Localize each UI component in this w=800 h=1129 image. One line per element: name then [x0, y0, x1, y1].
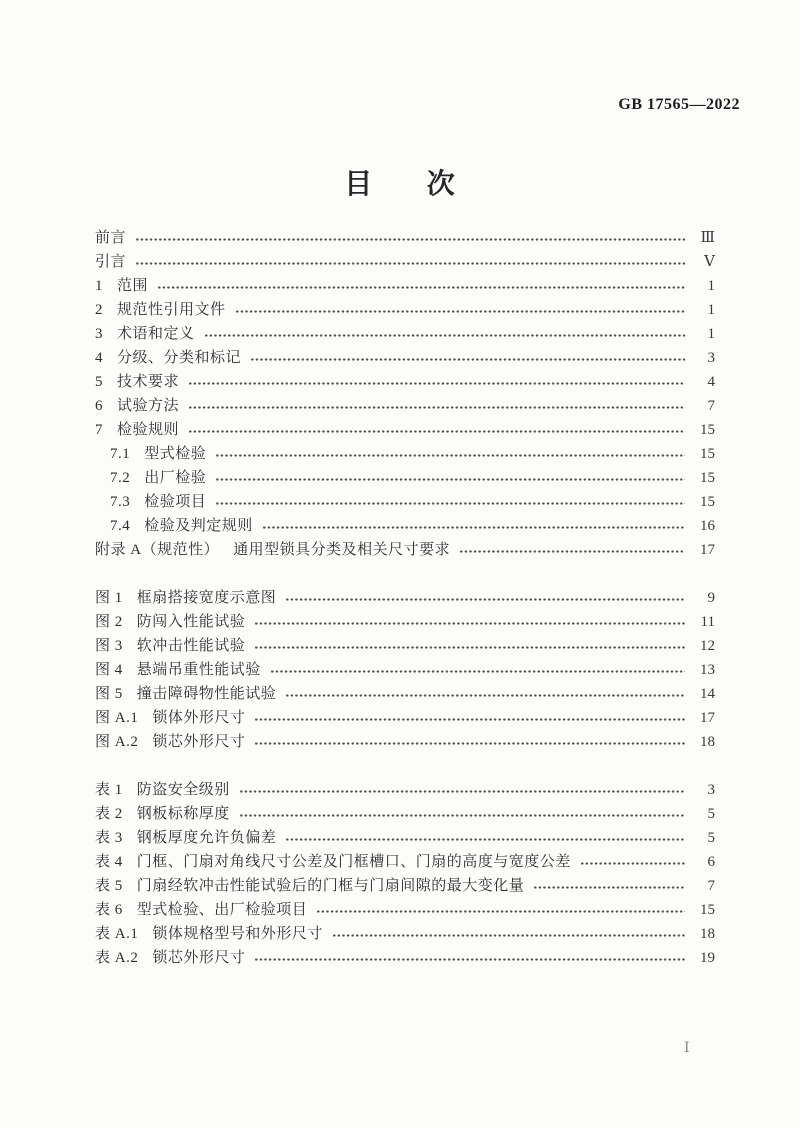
- toc-entry: [95, 874, 715, 898]
- toc-dot-leader: [254, 718, 685, 721]
- toc-dot-leader: [459, 550, 685, 553]
- toc-entry-number: 表 6: [95, 902, 123, 918]
- toc-entry-title: 通用型锁具分类及相关尺寸要求: [233, 542, 451, 558]
- toc-entry-number: 图 1: [95, 590, 123, 606]
- toc-entry-number: 图 A.1: [95, 710, 139, 726]
- toc-entry-title: 锁体规格型号和外形尺寸: [152, 926, 323, 942]
- toc-group-figures: [95, 586, 715, 754]
- toc-entry-title: 分级、分类和标记: [117, 350, 242, 366]
- toc-entry-title: 软冲击性能试验: [136, 638, 246, 654]
- toc-entry: [95, 538, 715, 562]
- toc-entry-page: 17: [700, 710, 715, 726]
- toc-entry-page: 14: [700, 686, 715, 702]
- toc-entry-number: 表 A.2: [95, 950, 139, 966]
- toc-entry-title: 范围: [117, 278, 149, 294]
- toc-dot-leader: [204, 334, 685, 337]
- toc-dot-leader: [239, 790, 685, 793]
- toc-entry-title: 检验项目: [144, 494, 207, 510]
- toc-dot-leader: [250, 358, 685, 361]
- toc-entry-title: 锁体外形尺寸: [152, 710, 246, 726]
- toc-entry: [95, 490, 715, 514]
- toc-entry-title: 规范性引用文件: [117, 302, 226, 318]
- toc-entry: [95, 730, 715, 754]
- toc-entry-title: 检验规则: [117, 422, 180, 438]
- toc-entry: [95, 946, 715, 970]
- toc-entry: [95, 586, 715, 610]
- toc-entry: [95, 226, 715, 250]
- toc-dot-leader: [254, 742, 685, 745]
- toc-entry-title: 钢板标称厚度: [136, 806, 230, 822]
- toc-dot-leader: [285, 694, 685, 697]
- toc-entry-number: 7.1: [110, 446, 131, 462]
- toc-group-tables: [95, 778, 715, 970]
- toc-entry: [95, 250, 715, 274]
- toc-entry-page: 5: [707, 830, 715, 846]
- toc-dot-leader: [316, 910, 685, 913]
- toc-entry-page: 13: [700, 662, 715, 678]
- toc-entry-number: 7.2: [110, 470, 131, 486]
- toc-dot-leader: [262, 526, 685, 529]
- toc-dot-leader: [254, 958, 685, 961]
- toc-entry-title: 引言: [95, 254, 127, 270]
- toc-entry-number: 2: [95, 302, 103, 318]
- toc-entry-page: 1: [707, 326, 715, 342]
- toc-entry-number: 3: [95, 326, 103, 342]
- toc-entry: [95, 442, 715, 466]
- toc-entry: [95, 298, 715, 322]
- toc-entry: [95, 922, 715, 946]
- toc-entry-title: 出厂检验: [144, 470, 207, 486]
- toc-entry-title: 钢板厚度允许负偏差: [136, 830, 277, 846]
- toc-entry-number: 图 4: [95, 662, 123, 678]
- toc-entry-page: 1: [707, 302, 715, 318]
- toc-entry-number: 6: [95, 398, 103, 414]
- toc-entry: [95, 370, 715, 394]
- toc-dot-leader: [285, 598, 685, 601]
- toc-entry-page: 15: [700, 902, 715, 918]
- toc-entry-title: 检验及判定规则: [144, 518, 253, 534]
- toc-entry: [95, 394, 715, 418]
- toc-entry: [95, 658, 715, 682]
- toc-entry-title: 型式检验: [144, 446, 207, 462]
- toc-dot-leader: [235, 310, 685, 313]
- toc-entry-title: 锁芯外形尺寸: [152, 950, 246, 966]
- toc-dot-leader: [533, 886, 685, 889]
- page-title: 目 次: [344, 168, 456, 199]
- toc-entry-page: 16: [700, 518, 715, 534]
- toc-entry-number: 表 4: [95, 854, 123, 870]
- toc-entry-page: 7: [707, 398, 715, 414]
- toc-entry-title: 撞击障碍物性能试验: [136, 686, 277, 702]
- toc-dot-leader: [188, 382, 685, 385]
- toc-entry: [95, 466, 715, 490]
- toc-entry-page: 15: [700, 494, 715, 510]
- standard-number: GB 17565—2022: [618, 96, 740, 113]
- toc-entry-number: 图 A.2: [95, 734, 139, 750]
- toc-dot-leader: [332, 934, 685, 937]
- toc-entry-page: 4: [707, 374, 715, 390]
- toc-entry: [95, 898, 715, 922]
- toc-entry-title: 门扇经软冲击性能试验后的门框与门扇间隙的最大变化量: [136, 878, 525, 894]
- toc-dot-leader: [135, 238, 685, 241]
- toc-entry-number: 5: [95, 374, 103, 390]
- toc-entry-title: 框扇搭接宽度示意图: [136, 590, 277, 606]
- toc-dot-leader: [254, 646, 685, 649]
- toc-entry-page: 12: [700, 638, 715, 654]
- toc-dot-leader: [285, 838, 685, 841]
- toc-entry: [95, 514, 715, 538]
- toc-dot-leader: [215, 454, 685, 457]
- toc-entry-title: 前言: [95, 230, 127, 246]
- toc-dot-leader: [580, 862, 685, 865]
- toc-entry-title: 型式检验、出厂检验项目: [136, 902, 308, 918]
- toc-entry-title: 试验方法: [117, 398, 180, 414]
- toc-dot-leader: [254, 622, 685, 625]
- toc-entry-page: 19: [700, 950, 715, 966]
- toc-entry-title: 门框、门扇对角线尺寸公差及门框槽口、门扇的高度与宽度公差: [136, 854, 571, 870]
- toc-entry-page: 5: [707, 806, 715, 822]
- toc-entry: [95, 706, 715, 730]
- toc-entry-title: 防闯入性能试验: [136, 614, 246, 630]
- toc-entry: [95, 418, 715, 442]
- toc-entry: [95, 346, 715, 370]
- toc-entry: [95, 682, 715, 706]
- footer-page-number: Ⅰ: [684, 1041, 690, 1056]
- toc-entry-number: 图 3: [95, 638, 123, 654]
- toc-entry-number: 表 5: [95, 878, 123, 894]
- toc-dot-leader: [215, 502, 685, 505]
- toc-entry: [95, 778, 715, 802]
- toc-entry: [95, 274, 715, 298]
- toc-entry-page: 15: [700, 422, 715, 438]
- toc-entry-number: 图 5: [95, 686, 123, 702]
- toc-group-clauses: [95, 226, 715, 562]
- toc-entry: [95, 322, 715, 346]
- toc-entry-title: 技术要求: [117, 374, 180, 390]
- toc-dot-leader: [188, 430, 685, 433]
- toc-entry-number: 7: [95, 422, 103, 438]
- toc-dot-leader: [157, 286, 685, 289]
- toc-entry: [95, 850, 715, 874]
- toc-entry-page: Ⅴ: [704, 254, 715, 270]
- toc-dot-leader: [215, 478, 685, 481]
- toc-entry-number: 4: [95, 350, 103, 366]
- toc-entry-title: 术语和定义: [117, 326, 195, 342]
- toc-entry-page: 15: [700, 446, 715, 462]
- toc-entry-page: 3: [707, 782, 715, 798]
- toc-entry: [95, 826, 715, 850]
- toc-entry-title: 防盗安全级别: [136, 782, 230, 798]
- toc-entry-number: 7.4: [110, 518, 131, 534]
- toc-entry-number: 表 1: [95, 782, 123, 798]
- toc-entry-page: 9: [707, 590, 715, 606]
- toc-entry-page: 1: [707, 278, 715, 294]
- toc-entry-number: 表 A.1: [95, 926, 139, 942]
- toc-entry-page: Ⅲ: [700, 230, 715, 246]
- toc-entry-title: 悬端吊重性能试验: [136, 662, 261, 678]
- toc-entry: [95, 610, 715, 634]
- toc-dot-leader: [239, 814, 685, 817]
- toc-entry-page: 11: [700, 614, 715, 630]
- toc-dot-leader: [135, 262, 685, 265]
- toc-entry-page: 18: [700, 734, 715, 750]
- toc-entry-number: 7.3: [110, 494, 131, 510]
- toc-entry-number: 1: [95, 278, 103, 294]
- toc-entry: [95, 802, 715, 826]
- toc-dot-leader: [270, 670, 685, 673]
- toc-entry-title: 锁芯外形尺寸: [152, 734, 246, 750]
- toc-entry-number: 图 2: [95, 614, 123, 630]
- table-of-contents: [95, 226, 715, 970]
- toc-entry: [95, 634, 715, 658]
- toc-entry-page: 17: [700, 542, 715, 558]
- toc-entry-page: 6: [707, 854, 715, 870]
- toc-entry-number: 附录 A（规范性）: [95, 542, 220, 558]
- toc-entry-page: 15: [700, 470, 715, 486]
- toc-dot-leader: [188, 406, 685, 409]
- toc-entry-page: 3: [707, 350, 715, 366]
- toc-entry-number: 表 2: [95, 806, 123, 822]
- toc-entry-page: 7: [707, 878, 715, 894]
- toc-entry-page: 18: [700, 926, 715, 942]
- toc-entry-number: 表 3: [95, 830, 123, 846]
